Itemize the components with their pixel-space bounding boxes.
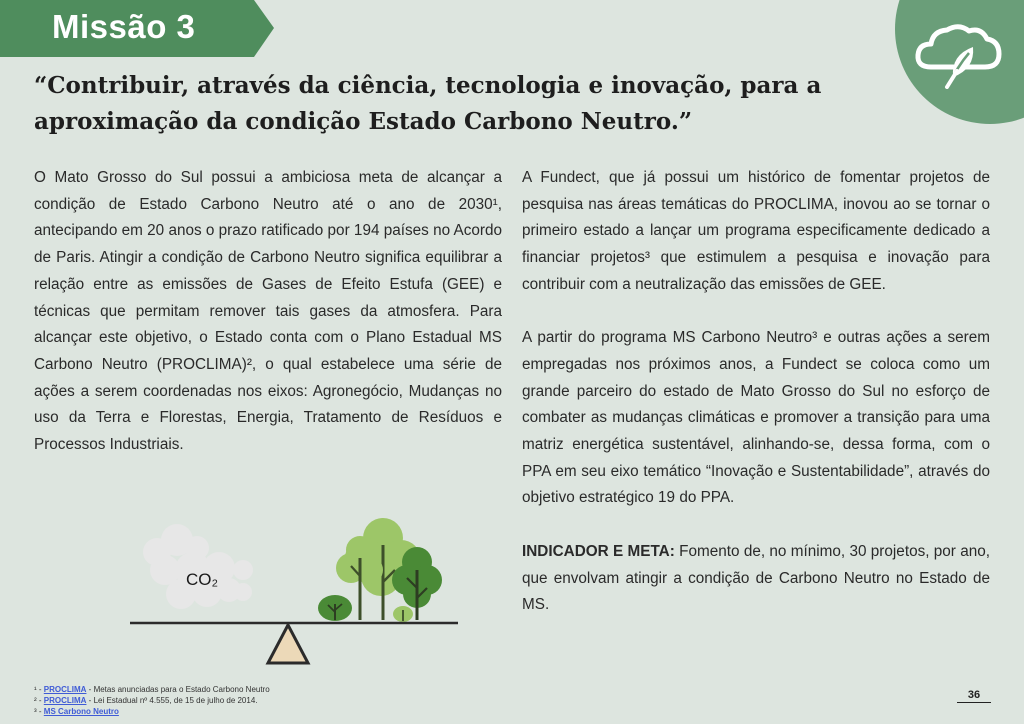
- intro-paragraph: O Mato Grosso do Sul possui a ambiciosa meta de alcançar a condição de Estado Carbono Neutro até o ano de 2030¹, antecipando em 20 anos o prazo ratificado por 194 países no Acordo de Paris. Atingir a condição de Carbono Neutro significa equilibrar a relação entre as emissões de Gases de Efeito Estufa (GEE) e técnicas que permitam remover tais gases da atmosfera. Para alcançar este objetivo, o Estado conta com o Plano Estadual MS Carbono Neutro (PROCLIMA)², o qual estabelece uma série de ações a serem coordenadas nos eixos: Agronegócio, Mudanças no uso da Terra e Florestas, Energia, Tratamento de Resíduos e Processos Industriais.: [34, 169, 502, 454]
- cloud-leaf-badge: [895, 0, 1024, 124]
- footnotes: [34, 684, 270, 717]
- carbon-balance-illustration: [125, 510, 465, 675]
- footnote-1-link[interactable]: PROCLIMA: [43, 685, 87, 694]
- indicator-label: INDICADOR E META:: [522, 542, 675, 560]
- co2-cloud: [143, 524, 253, 609]
- program-paragraph: A partir do programa MS Carbono Neutro³ e outras ações a serem empregadas nos próximos anos, a Fundect se coloca como um grande parceiro do estado de Mato Grosso do Sul no esforço de combater as mudanças climáticas e promover a transição para uma matriz energética sustentável, alinhando-se, dessa forma, com o PPA em seu eixo temático “Inovação e Sustentabilidade”, através do objetivo estratégico 19 do PPA.: [522, 329, 990, 507]
- balance-fulcrum: [268, 625, 308, 663]
- mission-quote: “Contribuir, através da ciência, tecnologia e inovação, para a aproximação da condição Estado Carbono Neutro.”: [34, 72, 822, 135]
- fundect-paragraph: A Fundect, que já possui um histórico de fomentar projetos de pesquisa nas áreas temáticas do PROCLIMA, inovou ao se tornar o primeiro estado a lançar um programa especificamente dedicado a financiar projetos³ que estimulem a pesquisa e inovação para contribuir com a neutralização das emissões de GEE.: [522, 169, 990, 293]
- bush-small: [393, 606, 413, 622]
- page-number: 36: [957, 689, 991, 703]
- footnote-1: ¹ - PROCLIMA - Metas anunciadas para o Estado Carbono Neutro: [34, 685, 270, 694]
- co2-label: CO₂: [185, 570, 219, 589]
- footnote-2: ² - PROCLIMA - Lei Estadual nº 4.555, de 15 de julho de 2014.: [34, 696, 258, 705]
- cloud-leaf-icon: [913, 19, 1003, 89]
- page-title: Missão 3: [52, 8, 196, 45]
- bush-left: [318, 595, 352, 621]
- indicator-text: Fomento de, no mínimo, 30 projetos, por ano, que envolvam atingir a condição de Carbono Neutro no Estado de MS.: [522, 542, 990, 614]
- footnote-3: ³ - MS Carbono Neutro: [34, 707, 119, 716]
- left-column: [34, 165, 502, 459]
- indicator-paragraph: [522, 539, 990, 619]
- right-column: [522, 165, 990, 619]
- footnote-3-link[interactable]: MS Carbono Neutro: [43, 707, 119, 716]
- footnote-2-link[interactable]: PROCLIMA: [43, 696, 87, 705]
